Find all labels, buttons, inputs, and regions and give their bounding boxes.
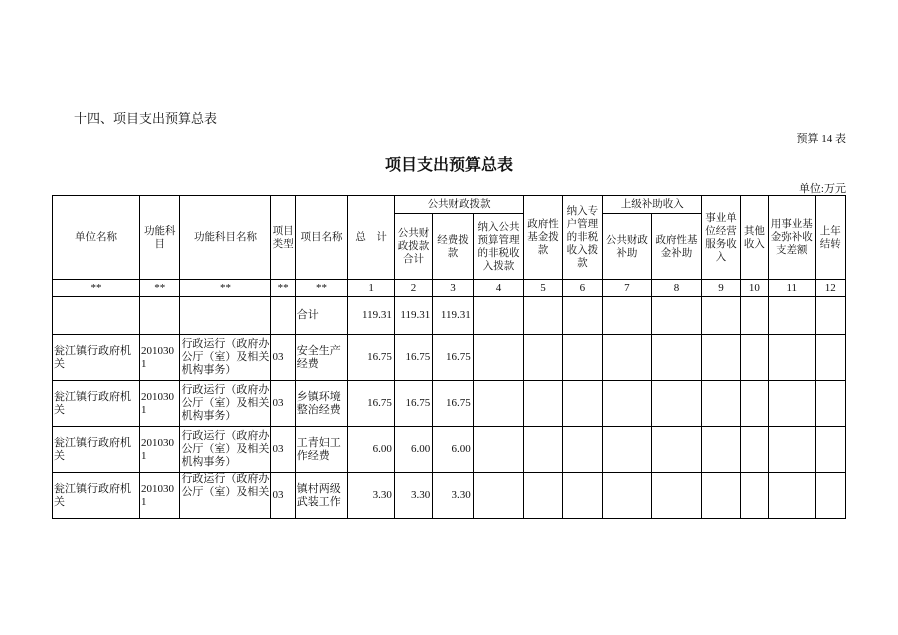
func-cell: 行政运行（政府办公厅（室）及相关机构事务） — [180, 427, 271, 473]
type-cell: 03 — [271, 335, 295, 381]
table-row — [53, 335, 846, 381]
func-cell: 行政运行（政府办公厅（室）及相关 — [180, 473, 271, 519]
code-cell: 2010301 — [139, 335, 179, 381]
project-cell: 工青妇工作经费 — [295, 427, 348, 473]
budget-table — [52, 195, 846, 519]
summary-pf-expense: 119.31 — [433, 297, 473, 335]
header-pf-general: 公共财政拨款合计 — [394, 214, 432, 280]
project-cell: 乡镇环境整治经费 — [295, 381, 348, 427]
summary-pf-total: 119.31 — [394, 297, 432, 335]
header-unit-name: 单位名称 — [53, 196, 140, 280]
header-proj-type: 项目类型 — [271, 196, 295, 280]
unit-cell: 瓮江镇行政府机关 — [53, 381, 140, 427]
total-cell: 3.30 — [348, 473, 395, 519]
pf-total-cell: 16.75 — [394, 335, 432, 381]
index-cell: 7 — [603, 280, 652, 297]
code-cell: 2010301 — [139, 381, 179, 427]
header-sup-gov-fund: 政府性基金补助 — [651, 214, 702, 280]
type-cell: 03 — [271, 473, 295, 519]
header-carryover: 上年结转 — [815, 196, 845, 280]
func-cell: 行政运行（政府办公厅（室）及相关机构事务） — [180, 335, 271, 381]
table-row — [53, 473, 846, 519]
index-row — [53, 280, 846, 297]
header-gov-fund: 政府性基金拨款 — [524, 196, 562, 280]
summary-total: 119.31 — [348, 297, 395, 335]
func-cell: 行政运行（政府办公厅（室）及相关机构事务） — [180, 381, 271, 427]
header-other-income: 其他收入 — [740, 196, 768, 280]
index-cell: ** — [271, 280, 295, 297]
summary-label: 合计 — [295, 297, 348, 335]
index-cell: ** — [180, 280, 271, 297]
pf-expense-cell: 16.75 — [433, 381, 473, 427]
header-public-fiscal: 公共财政拨款 — [394, 196, 523, 214]
header-pf-expense: 经费拨款 — [433, 214, 473, 280]
project-cell: 安全生产经费 — [295, 335, 348, 381]
index-cell: 5 — [524, 280, 562, 297]
index-cell: 1 — [348, 280, 395, 297]
pf-total-cell: 6.00 — [394, 427, 432, 473]
index-cell: 10 — [740, 280, 768, 297]
total-cell: 16.75 — [348, 381, 395, 427]
type-cell: 03 — [271, 381, 295, 427]
code-cell: 2010301 — [139, 473, 179, 519]
type-cell: 03 — [271, 427, 295, 473]
index-cell: 12 — [815, 280, 845, 297]
table-number: 预算 14 表 — [796, 133, 846, 145]
pf-expense-cell: 3.30 — [433, 473, 473, 519]
unit-cell: 瓮江镇行政府机关 — [53, 335, 140, 381]
index-cell: 9 — [702, 280, 740, 297]
index-cell: 8 — [651, 280, 702, 297]
page-title: 项目支出预算总表 — [384, 155, 513, 174]
pf-expense-cell: 16.75 — [433, 335, 473, 381]
unit-cell: 瓮江镇行政府机关 — [53, 427, 140, 473]
pf-total-cell: 16.75 — [394, 381, 432, 427]
pf-expense-cell: 6.00 — [433, 427, 473, 473]
page-heading: 十四、项目支出预算总表 — [74, 112, 218, 127]
index-cell: 6 — [562, 280, 602, 297]
index-cell: ** — [295, 280, 348, 297]
header-total: 总 计 — [348, 196, 395, 280]
index-cell: 3 — [433, 280, 473, 297]
table-row — [53, 381, 846, 427]
header-func-name: 功能科目名称 — [180, 196, 271, 280]
table-row — [53, 427, 846, 473]
header-superior-subsidy: 上级补助收入 — [603, 196, 702, 214]
header-func-code: 功能科目 — [139, 196, 179, 280]
summary-row — [53, 297, 846, 335]
pf-total-cell: 3.30 — [394, 473, 432, 519]
project-cell: 镇村两级武装工作 — [295, 473, 348, 519]
header-fund-balance: 用事业基金弥补收支差额 — [769, 196, 816, 280]
total-cell: 6.00 — [348, 427, 395, 473]
total-cell: 16.75 — [348, 335, 395, 381]
header-pf-nontax: 纳入公共预算管理的非税收入拨款 — [473, 214, 524, 280]
header-proj-name: 项目名称 — [295, 196, 348, 280]
header-special-nontax: 纳入专户管理的非税收入拨款 — [562, 196, 602, 280]
header-business-income: 事业单位经营服务收入 — [702, 196, 740, 280]
code-cell: 2010301 — [139, 427, 179, 473]
index-cell: 11 — [769, 280, 816, 297]
unit-label: 单位:万元 — [798, 183, 846, 195]
index-cell: ** — [139, 280, 179, 297]
index-cell: 4 — [473, 280, 524, 297]
index-cell: ** — [53, 280, 140, 297]
index-cell: 2 — [394, 280, 432, 297]
header-sup-public: 公共财政补助 — [603, 214, 652, 280]
unit-cell: 瓮江镇行政府机关 — [53, 473, 140, 519]
